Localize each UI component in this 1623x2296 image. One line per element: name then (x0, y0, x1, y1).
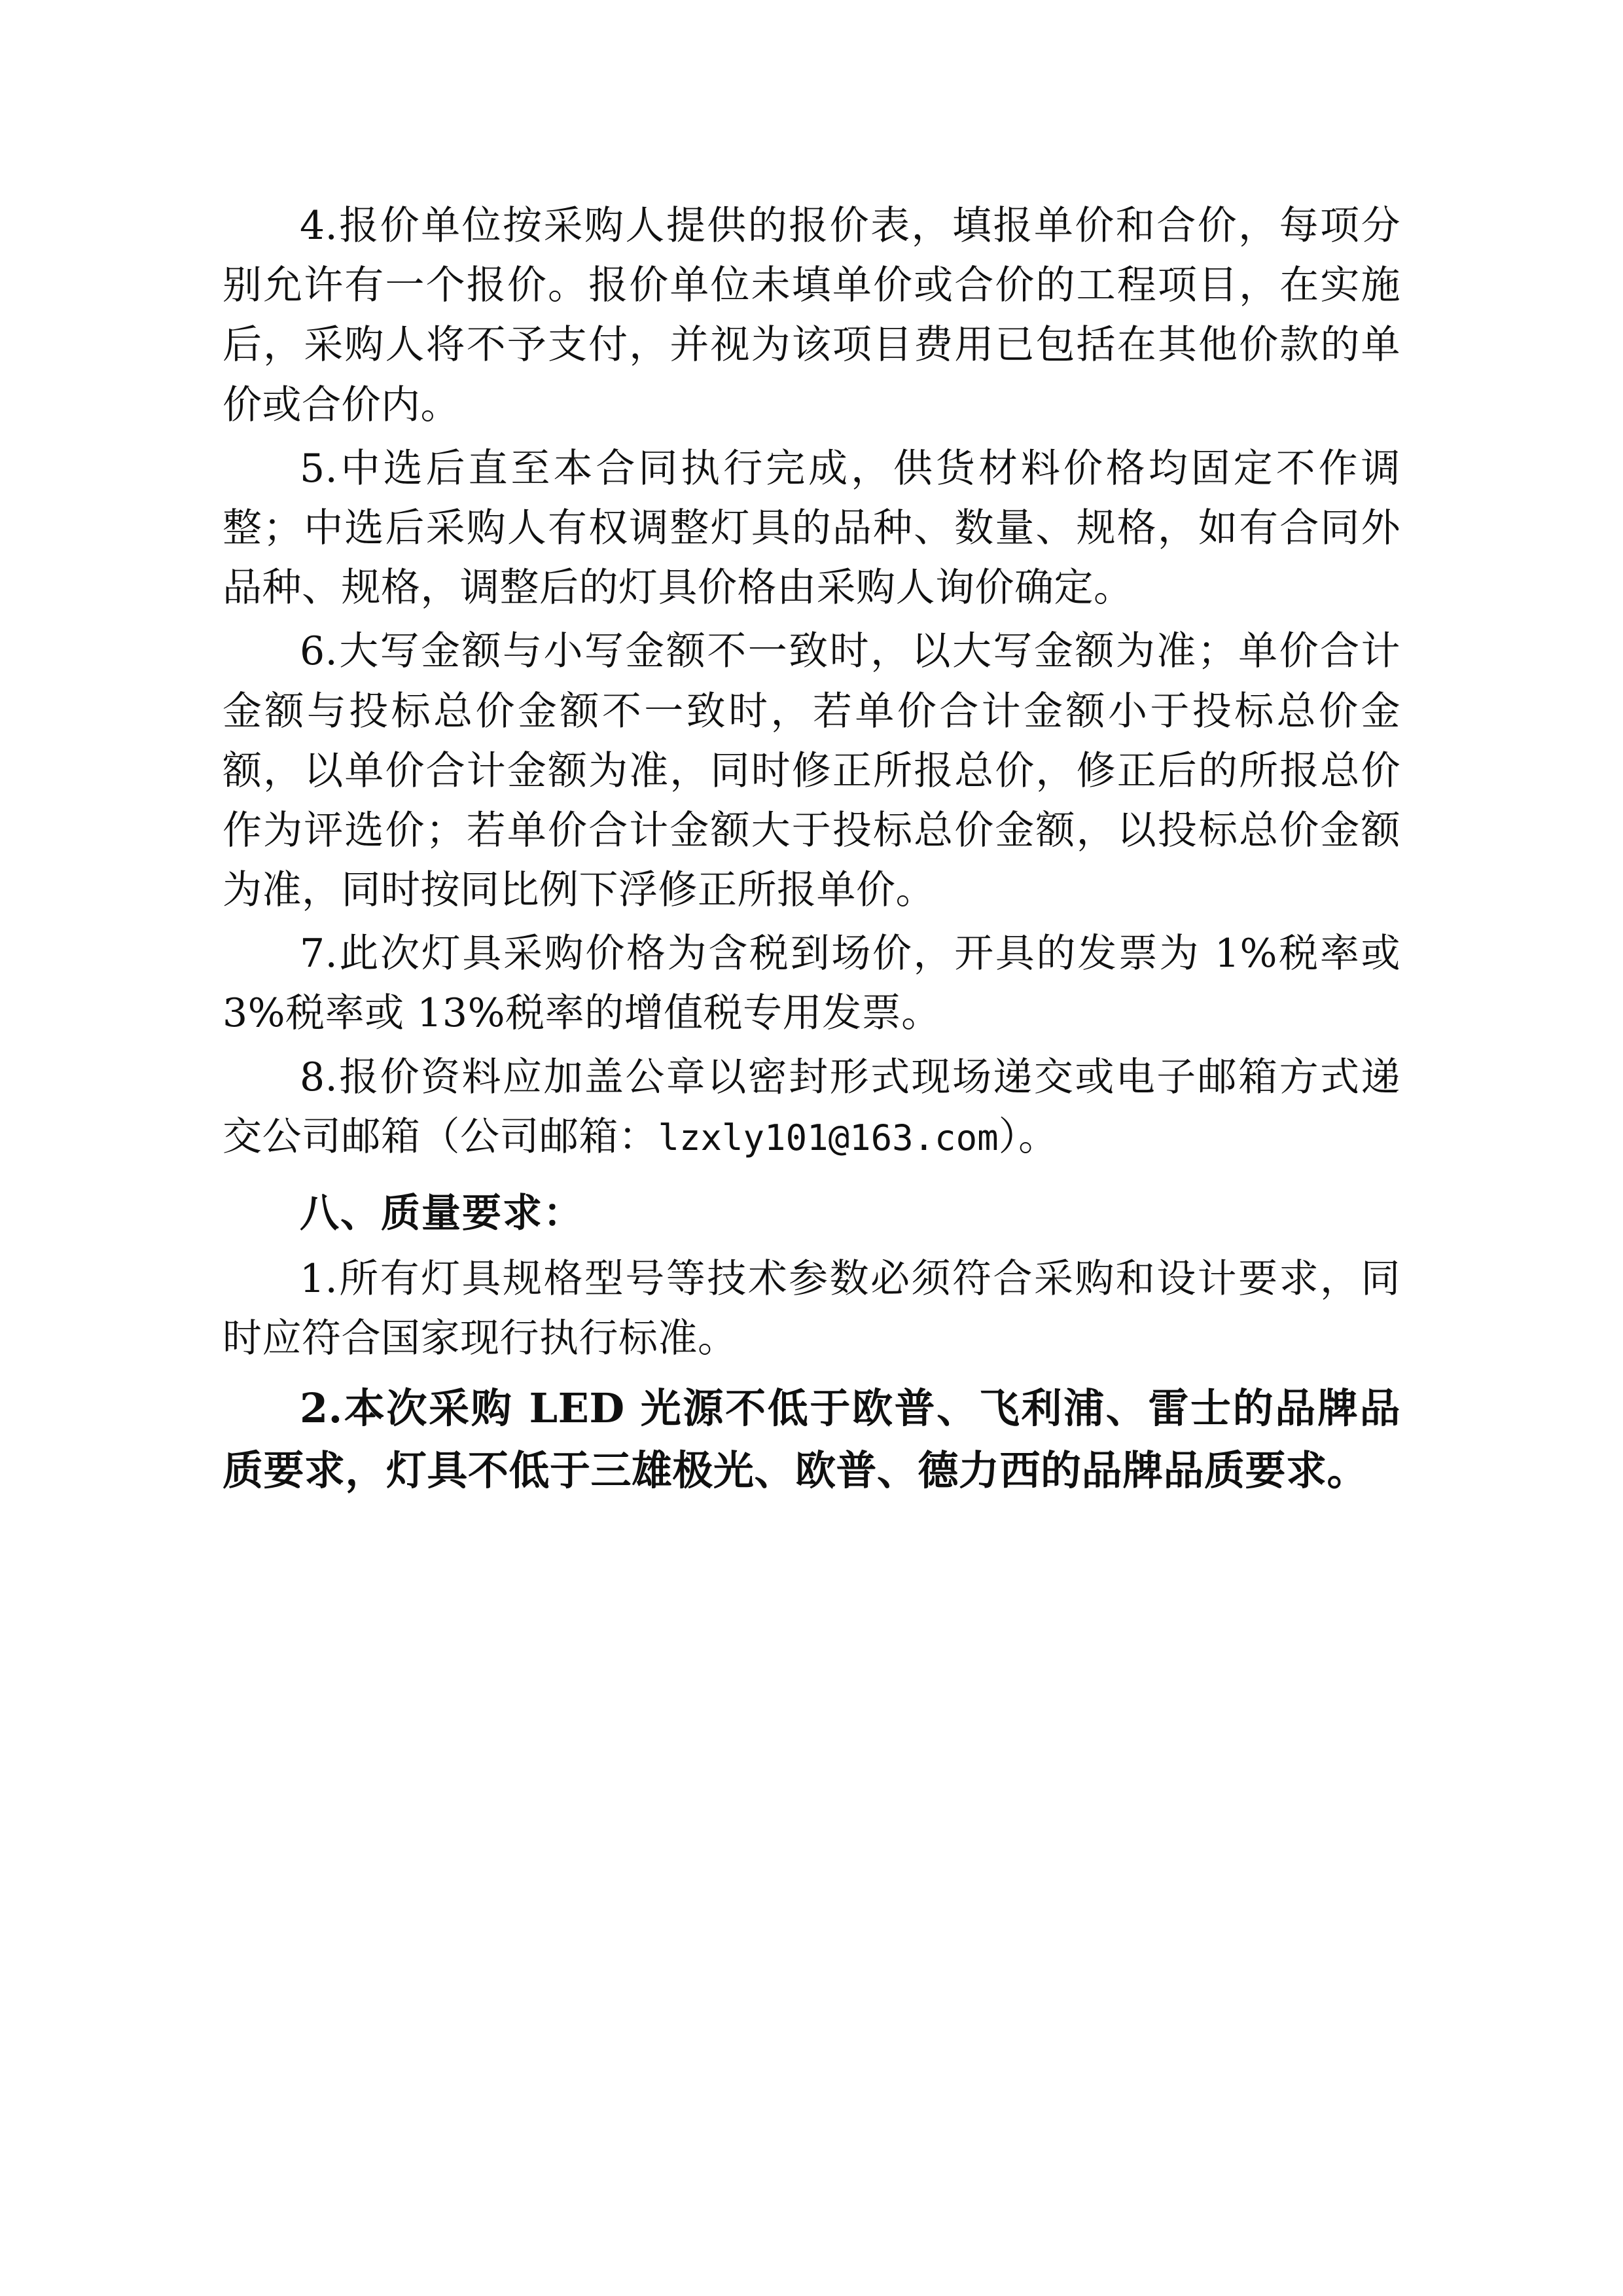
clause-paragraph-6: 6.大写金额与小写金额不一致时，以大写金额为准；单价合计金额与投标总价金额不一致时，若单价合计金额小于投标总价金额，以单价合计金额为准，同时修正所报总价，修正后的所报总价作为评选价；若单价合计金额大于投标总价金额，以投标总价金额为准，同时按同比例下浮修正所报单价。 (223, 628, 1400, 914)
document-body (223, 196, 1400, 1501)
clause-paragraph-4: 4.报价单位按采购人提供的报价表，填报单价和合价，每项分别允许有一个报价。报价单位未填单价或合价的工程项目，在实施后，采购人将不予支付，并视为该项目费用已包括在其他价款的单价或合价内。 (223, 203, 1400, 428)
clause-paragraph-7: 7.此次灯具采购价格为含税到场价，开具的发票为 1%税率或 3%税率或 13%税率的增值税专用发票。 (223, 931, 1400, 1037)
clause-paragraph-5: 5.中选后直至本合同执行完成，供货材料价格均固定不作调整；中选后采购人有权调整灯具的品种、数量、规格，如有合同外品种、规格，调整后的灯具价格由采购人询价确定。 (223, 445, 1400, 611)
clause-8-lead-text: 8.报价资料应加盖公章以密封形式现场递交或电子邮箱方式递交公司邮箱（公司邮箱： (223, 1054, 1400, 1160)
quality-item-1: 1.所有灯具规格型号等技术参数必须符合采购和设计要求，同时应符合国家现行执行标准。 (223, 1256, 1400, 1362)
clause-paragraph-8 (223, 1048, 1400, 1167)
clause-8-tail-text: ）。 (998, 1113, 1058, 1160)
section-heading-quality: 八、质量要求： (300, 1191, 584, 1236)
quality-item-2: 2.本次采购 LED 光源不低于欧普、飞利浦、雷士的品牌品质要求，灯具不低于三雄极光、欧普、德力西的品牌品质要求。 (223, 1384, 1400, 1494)
contact-email: lzxly101@163.com (658, 1117, 999, 1158)
